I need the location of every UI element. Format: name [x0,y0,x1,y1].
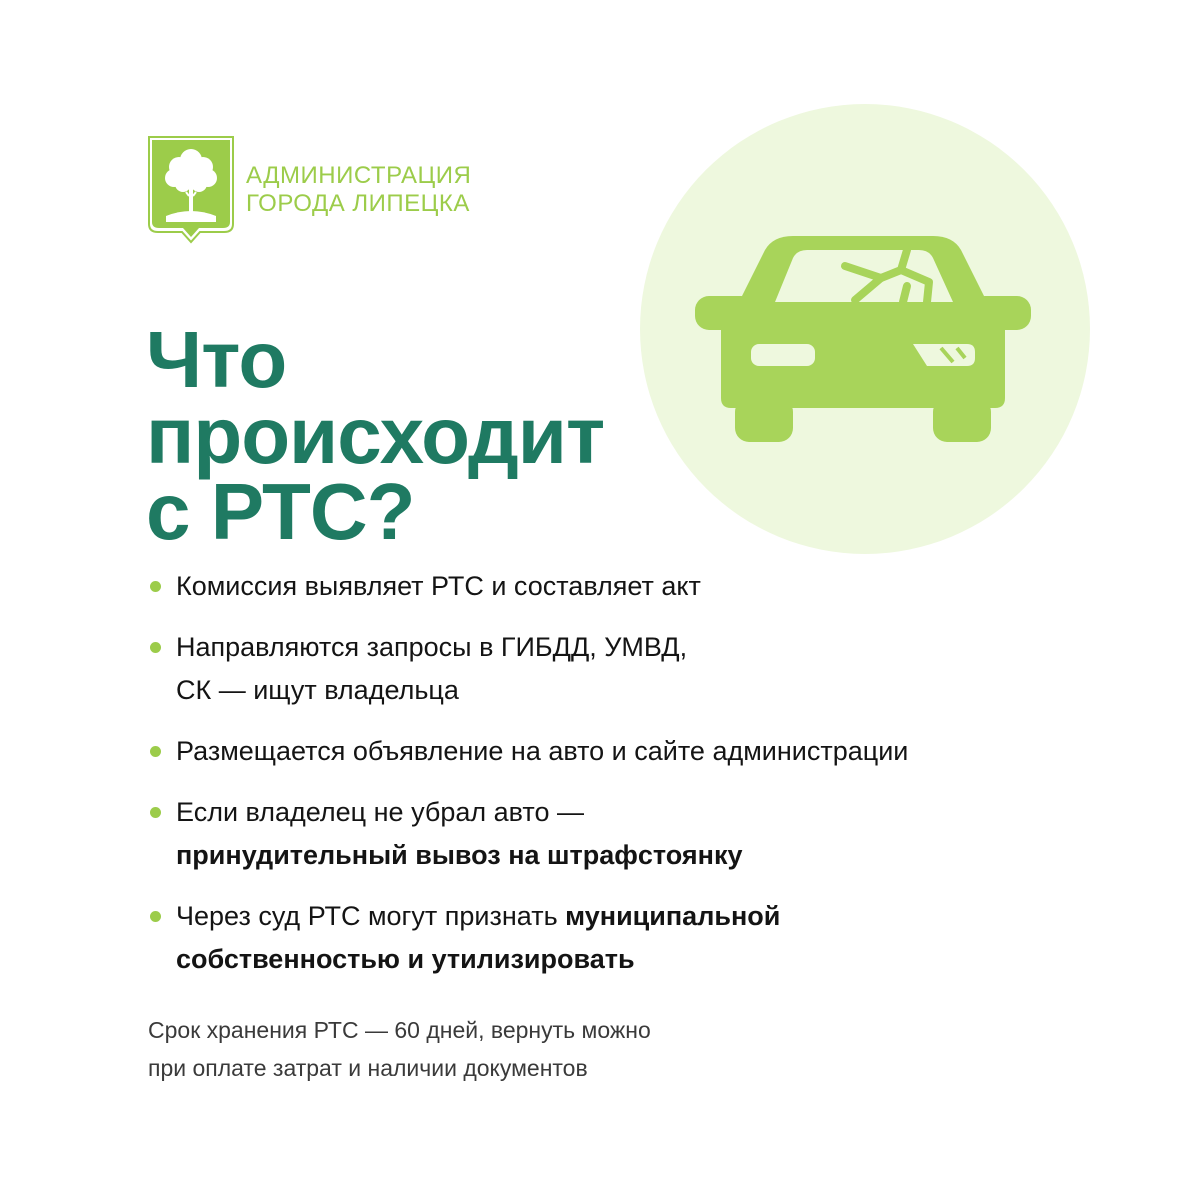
bullet-dot-icon [150,642,161,653]
page-title [146,315,605,556]
title-line-3: с РТС? [146,467,415,556]
bullet-dot-icon [150,746,161,757]
title-line-1: Что [146,315,287,404]
list-item [148,791,1088,877]
logo-line-2: ГОРОДА ЛИПЕЦКА [246,190,470,217]
item-text-line-2: СК — ищут владельца [176,675,459,705]
item-text: Комиссия выявляет РТС и составляет акт [176,571,701,601]
item-bold-text: принудительный вывоз на штрафстоянку [176,840,743,870]
bullet-dot-icon [150,911,161,922]
footnote [148,1011,651,1087]
logo-line-1: АДМИНИСТРАЦИЯ [246,162,472,189]
item-text: Размещается объявление на авто и сайте администрации [176,736,909,766]
bullet-dot-icon [150,807,161,818]
footnote-line-1: Срок хранения РТС — 60 дней, вернуть можно [148,1017,651,1043]
title-line-2: происходит [146,391,605,480]
item-text-line-1: Направляются запросы в ГИБДД, УМВД, [176,632,688,662]
footnote-line-2: при оплате затрат и наличии документов [148,1055,588,1081]
list-item [148,565,1088,608]
tree-emblem-icon [148,136,234,244]
item-bold-text: муниципальной [565,901,781,931]
logo [148,136,471,244]
logo-text [246,162,471,218]
item-bold-text-line-2: собственностью и утилизировать [176,944,635,974]
item-text-plain: Через суд РТС могут признать [176,901,566,931]
list-item [148,626,1088,712]
bullet-list [148,565,1088,999]
damaged-car-icon [695,230,1031,446]
list-item [148,895,1088,981]
bullet-dot-icon [150,581,161,592]
list-item [148,730,1088,773]
item-text-line-1: Если владелец не убрал авто — [176,797,584,827]
